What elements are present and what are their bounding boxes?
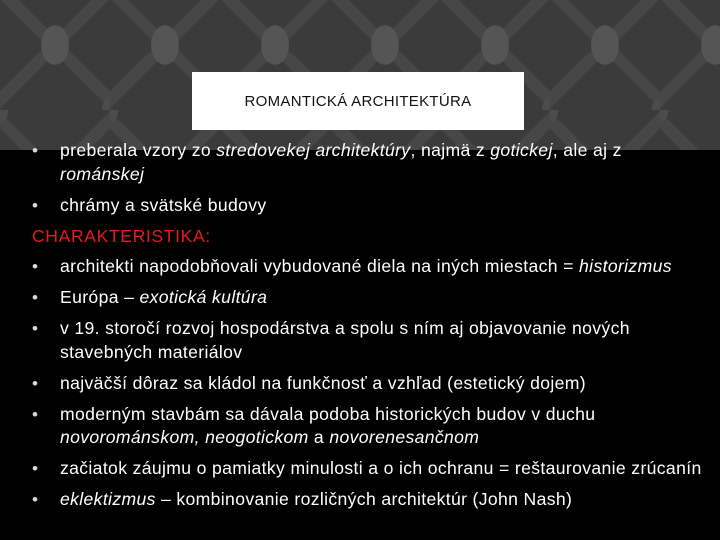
- bullet-text: Európa –: [60, 287, 140, 307]
- bullet-text: začiatok záujmu o pamiatky minulosti a o ich ochranu = reštaurovanie zrúcanín: [60, 458, 702, 478]
- emphasized-text: románskej: [60, 163, 145, 184]
- emphasized-text: gotickej: [490, 140, 553, 160]
- bullet-item: [32, 488, 702, 512]
- bullet-text: , najmä z: [410, 140, 491, 160]
- bullet-text: a: [308, 427, 330, 447]
- title-box: [192, 72, 524, 130]
- bullet-item: [32, 457, 702, 481]
- emphasized-text: eklektizmus: [60, 489, 156, 509]
- bullet-item: [32, 255, 702, 279]
- bullet-icon: •: [32, 257, 39, 276]
- bullet-text: moderným stavbám sa dávala podoba historických budov v duchu: [60, 403, 596, 424]
- bullet-text: CHARAKTERISTIKA:: [32, 225, 211, 246]
- bullet-text: , ale aj z: [552, 140, 622, 160]
- emphasized-text: stredovekej architektúry: [216, 140, 411, 160]
- bullet-icon: •: [32, 141, 39, 160]
- bullet-icon: •: [32, 490, 39, 509]
- bullet-icon: •: [32, 195, 39, 215]
- bullet-text: najväčší dôraz sa kládol na funkčnosť a vzhľad (estetický dojem): [60, 372, 587, 393]
- bullet-text: preberala vzory zo: [60, 140, 217, 160]
- emphasized-text: exotická kultúra: [139, 287, 268, 307]
- bullet-item: [32, 317, 702, 364]
- section-heading: [32, 225, 702, 249]
- emphasized-text: novorománskom, neogotickom: [60, 427, 309, 447]
- bullet-icon: •: [32, 319, 39, 338]
- bullet-text: architekti napodobňovali vybudované diela na iných miestach =: [60, 256, 580, 276]
- slide-title: ROMANTICKÁ ARCHITEKTÚRA: [244, 92, 472, 110]
- bullet-text: chrámy a svätské budovy: [60, 194, 267, 215]
- bullet-icon: •: [32, 288, 39, 307]
- bullet-item: [32, 403, 702, 450]
- bullet-icon: •: [32, 373, 39, 393]
- bullet-item: [32, 194, 702, 218]
- emphasized-text: novorenesančnom: [329, 427, 480, 447]
- bullet-item: [32, 286, 702, 310]
- emphasized-text: historizmus: [579, 256, 672, 276]
- bullet-icon: •: [32, 459, 39, 478]
- bullet-text: – kombinovanie rozličných architektúr (John Nash): [155, 489, 573, 509]
- bullet-item: [32, 372, 702, 396]
- bullet-text: v 19. storočí rozvoj hospodárstva a spolu s ním aj objavovanie nových stavebných materiálov: [60, 318, 630, 362]
- bullet-icon: •: [32, 404, 39, 424]
- bullet-item: [32, 139, 702, 186]
- slide-content: [32, 139, 702, 519]
